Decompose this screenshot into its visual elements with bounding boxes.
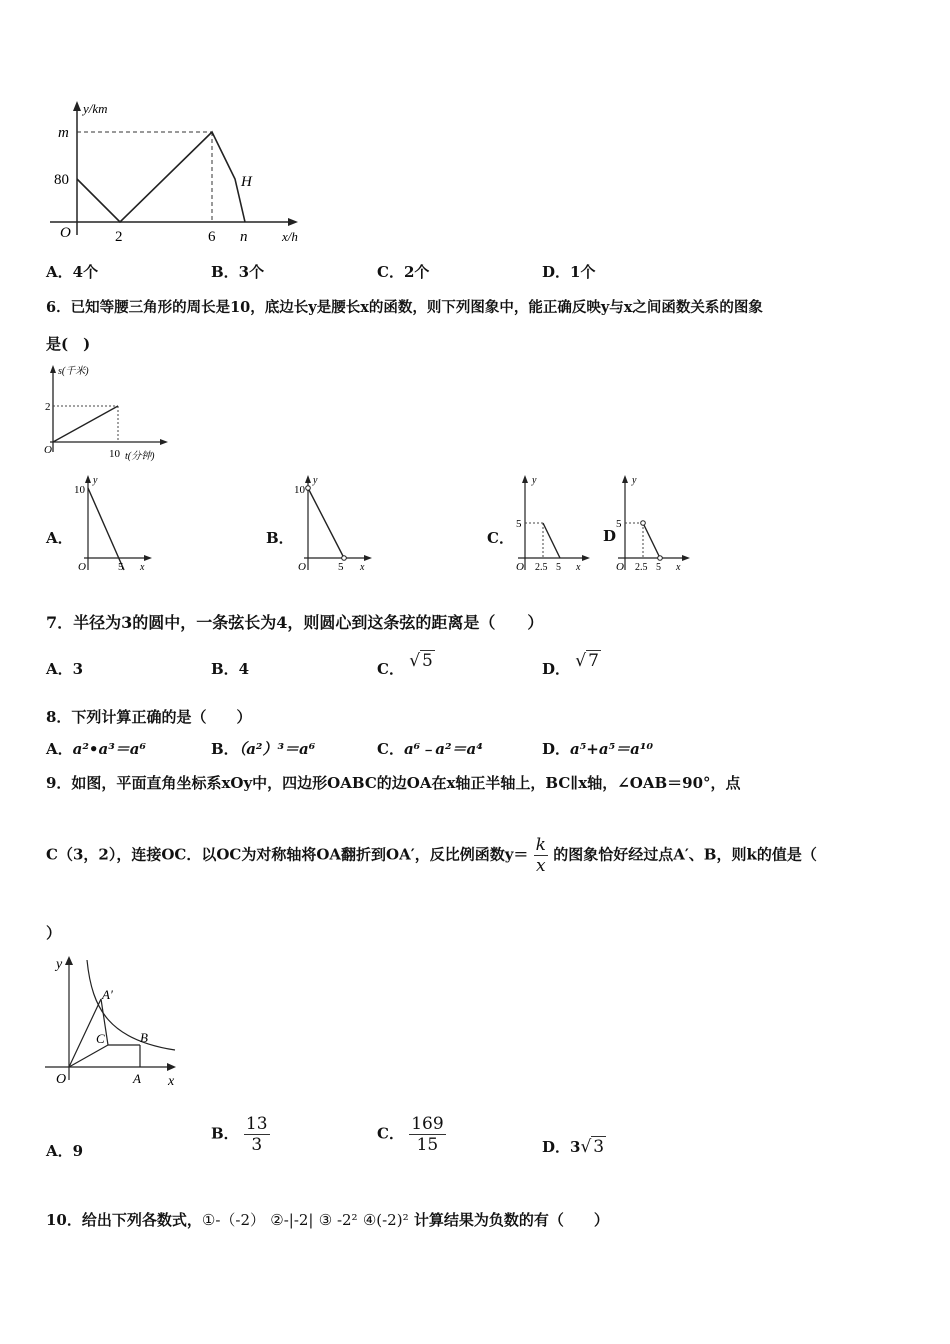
q9-option-b-fraction	[244, 1114, 270, 1155]
q9-fraction-k-over-x	[534, 835, 548, 876]
q6d-five-y: 5	[616, 518, 622, 530]
q6a-o: O	[78, 561, 86, 573]
q6-option-b-label[interactable]: B．	[266, 529, 294, 547]
q7-option-d-label: D．	[542, 660, 571, 678]
q6b-five: 5	[338, 561, 344, 573]
q9-option-c[interactable]	[377, 1114, 446, 1155]
q9-segment-oc	[69, 1045, 108, 1067]
q6d-y: y	[632, 475, 637, 486]
q6a-x-arrow	[144, 555, 152, 561]
q5-option-c[interactable]: C．2个	[377, 263, 430, 281]
q6-option-d-label[interactable]: D	[603, 527, 617, 545]
q5-y-arrow	[73, 101, 81, 111]
q5-option-a[interactable]: A．4个	[46, 263, 99, 281]
q10-item-4: ④(-2)²	[362, 1211, 409, 1229]
q7-stem: 7．半径为3的圆中，一条弦长为4，则圆心到这条弦的距离是（ ）	[46, 613, 544, 632]
q8-option-c-expr: a⁶﹣a²＝a⁴	[403, 740, 483, 758]
q9-frac-num: k	[535, 835, 546, 855]
q10-item-3: ③ -2²	[318, 1211, 358, 1229]
q9-option-c-num: 169	[411, 1114, 444, 1134]
q10-stem-suffix: 计算结果为负数的有（ ）	[413, 1211, 609, 1229]
q6b-x-arrow	[364, 555, 372, 561]
q6a-y: y	[93, 475, 98, 486]
q6d-y-arrow	[622, 475, 628, 483]
q8-option-b[interactable]	[211, 738, 315, 759]
q6b-y-arrow	[305, 475, 311, 483]
q6b-x: x	[360, 562, 365, 573]
q9-option-d-sqrt: √ 3	[580, 1137, 605, 1157]
q9-stem-line2	[46, 835, 817, 876]
q6-reference-graph	[40, 360, 175, 465]
q6-stem-line1: 6．已知等腰三角形的周长是10，底边长y是腰长x的函数，则下列图象中，能正确反映y与x之间函数关系的图象	[46, 299, 763, 316]
q5-option-b[interactable]: B．3个	[211, 263, 265, 281]
q6-graph-a[interactable]	[70, 470, 155, 578]
q6a-five: 5	[118, 561, 124, 573]
q6c-o: O	[516, 561, 524, 573]
q10-stem	[46, 1209, 609, 1230]
q6b-open-dot-top	[306, 486, 311, 491]
q5-xn: n	[240, 229, 248, 245]
q6b-line	[308, 488, 344, 558]
q5-x-arrow	[288, 218, 298, 226]
q6-ref-y-arrow	[50, 365, 56, 373]
q5-H: H	[241, 174, 252, 190]
q7-option-d-sqrt: √ 7	[575, 651, 599, 671]
q6-option-c-label[interactable]: C．	[487, 529, 514, 547]
q6a-ten: 10	[74, 484, 85, 496]
q6-option-a-label[interactable]: A．	[46, 529, 73, 547]
q6d-two-five: 2.5	[635, 562, 648, 573]
q5-x2: 2	[115, 229, 123, 245]
q9-stem-line2-part2: 的图象恰好经过点A′、B，则k的值是（	[553, 845, 817, 864]
q5-x-label: x/h	[282, 229, 298, 244]
q5-m: m	[58, 125, 69, 141]
q9-option-c-den: 15	[409, 1134, 445, 1155]
q6-ref-line	[53, 406, 118, 442]
q7-option-c[interactable]	[377, 650, 435, 678]
q6-graph-b[interactable]	[290, 470, 375, 578]
q5-y-label: y/km	[83, 101, 108, 116]
q6-ref-origin: O	[44, 444, 52, 456]
q7-option-b[interactable]: B．4	[211, 660, 250, 678]
q6a-y-arrow	[85, 475, 91, 483]
q7-option-c-label: C．	[377, 660, 404, 678]
q6-graph-c[interactable]	[508, 470, 593, 578]
q9-label-b: B	[140, 1030, 148, 1045]
q6d-o: O	[616, 561, 624, 573]
q9-option-d[interactable]	[542, 1136, 606, 1157]
q8-option-b-label: B．	[211, 740, 239, 758]
q6-stem-line2: 是( )	[46, 335, 91, 353]
q6d-line	[643, 523, 660, 558]
q8-option-b-expr: （a²）³＝a⁶	[238, 740, 316, 758]
q7-option-a[interactable]: A．3	[46, 660, 84, 678]
q8-option-a-label: A．	[46, 740, 73, 758]
q6b-open-dot-bottom	[342, 556, 347, 561]
q9-label-c: C	[96, 1031, 105, 1046]
q8-option-d-expr: a⁵+a⁵＝a¹⁰	[570, 740, 654, 758]
q9-option-b-label: B．	[211, 1124, 239, 1143]
q9-stem-line1: 9．如图，平面直角坐标系xOy中，四边形OABC的边OA在x轴正半轴上，BC∥x轴，∠OAB＝90°，点	[46, 774, 741, 792]
q8-option-a[interactable]	[46, 738, 146, 759]
q9-label-x: x	[168, 1074, 175, 1089]
q6-ref-y-2: 2	[45, 401, 51, 413]
q7-option-c-radicand: 5	[422, 651, 433, 671]
q9-x-arrow	[167, 1063, 176, 1071]
q9-label-y: y	[56, 957, 63, 972]
q9-option-b-den: 3	[244, 1134, 270, 1155]
q6c-five-x: 5	[556, 562, 561, 573]
q6d-x: x	[676, 562, 681, 573]
q9-option-c-label: C．	[377, 1124, 404, 1143]
q10-stem-prefix: 10．给出下列各数式，	[46, 1211, 202, 1229]
q9-stem-line3: ）	[46, 924, 62, 942]
q9-option-d-radicand: 3	[593, 1137, 605, 1157]
q6-ref-x-arrow	[160, 439, 168, 445]
q6d-x-arrow	[682, 555, 690, 561]
q8-option-c-label: C．	[377, 740, 404, 758]
q6b-ten: 10	[294, 484, 305, 496]
q5-80: 80	[54, 172, 69, 188]
q6c-line	[543, 523, 560, 558]
q6d-open-dot-top	[641, 521, 646, 526]
q7-option-c-sqrt: √ 5	[409, 651, 433, 671]
q6c-x: x	[576, 562, 581, 573]
q5-x6: 6	[208, 229, 216, 245]
q6c-two-five: 2.5	[535, 562, 548, 573]
q9-label-a-prime: A′	[102, 987, 113, 1002]
q8-option-c[interactable]	[377, 738, 483, 759]
q6-ref-x-label: t(分钟)	[125, 451, 155, 462]
q6c-five-y: 5	[516, 518, 522, 530]
q10-item-1: ①-（-2）	[201, 1211, 266, 1229]
q8-stem: 8．下列计算正确的是（ ）	[46, 708, 252, 726]
q9-option-a[interactable]: A．9	[46, 1142, 84, 1160]
q7-option-d[interactable]	[542, 650, 601, 678]
q7-option-d-radicand: 7	[588, 651, 599, 671]
q9-option-d-label: D．3	[542, 1138, 581, 1156]
q6b-y: y	[313, 475, 318, 486]
q5-path	[77, 132, 245, 222]
q8-option-d-label: D．	[542, 740, 571, 758]
q8-option-d[interactable]	[542, 738, 653, 759]
q9-label-o: O	[56, 1072, 67, 1087]
q5-origin: O	[60, 225, 71, 241]
q6c-y-arrow	[522, 475, 528, 483]
q6c-y: y	[532, 475, 537, 486]
q9-frac-den: x	[534, 855, 548, 876]
q9-option-c-fraction	[409, 1114, 445, 1155]
q6d-open-dot-bottom	[658, 556, 663, 561]
q6c-x-arrow	[582, 555, 590, 561]
q9-stem-line2-part1: C（3，2），连接OC．以OC为对称轴将OA翻折到OA′，反比例函数y＝	[46, 845, 529, 864]
q9-option-b[interactable]	[211, 1114, 270, 1155]
q8-option-a-expr: a²•a³＝a⁶	[72, 740, 147, 758]
q9-y-arrow	[65, 956, 73, 965]
q6-ref-x-10: 10	[109, 448, 120, 460]
q6b-o: O	[298, 561, 306, 573]
q6-graph-d[interactable]	[608, 470, 693, 578]
q9-figure	[40, 950, 185, 1090]
q6d-five-x: 5	[656, 562, 661, 573]
q9-option-b-num: 13	[245, 1114, 268, 1134]
q5-graph	[40, 95, 310, 250]
q9-label-a: A	[133, 1071, 141, 1086]
q6-ref-y-label: s(千米)	[58, 366, 89, 377]
q6a-x: x	[140, 562, 145, 573]
q10-item-2: ②-|-2|	[270, 1211, 314, 1229]
q5-option-d[interactable]: D．1个	[542, 263, 596, 281]
